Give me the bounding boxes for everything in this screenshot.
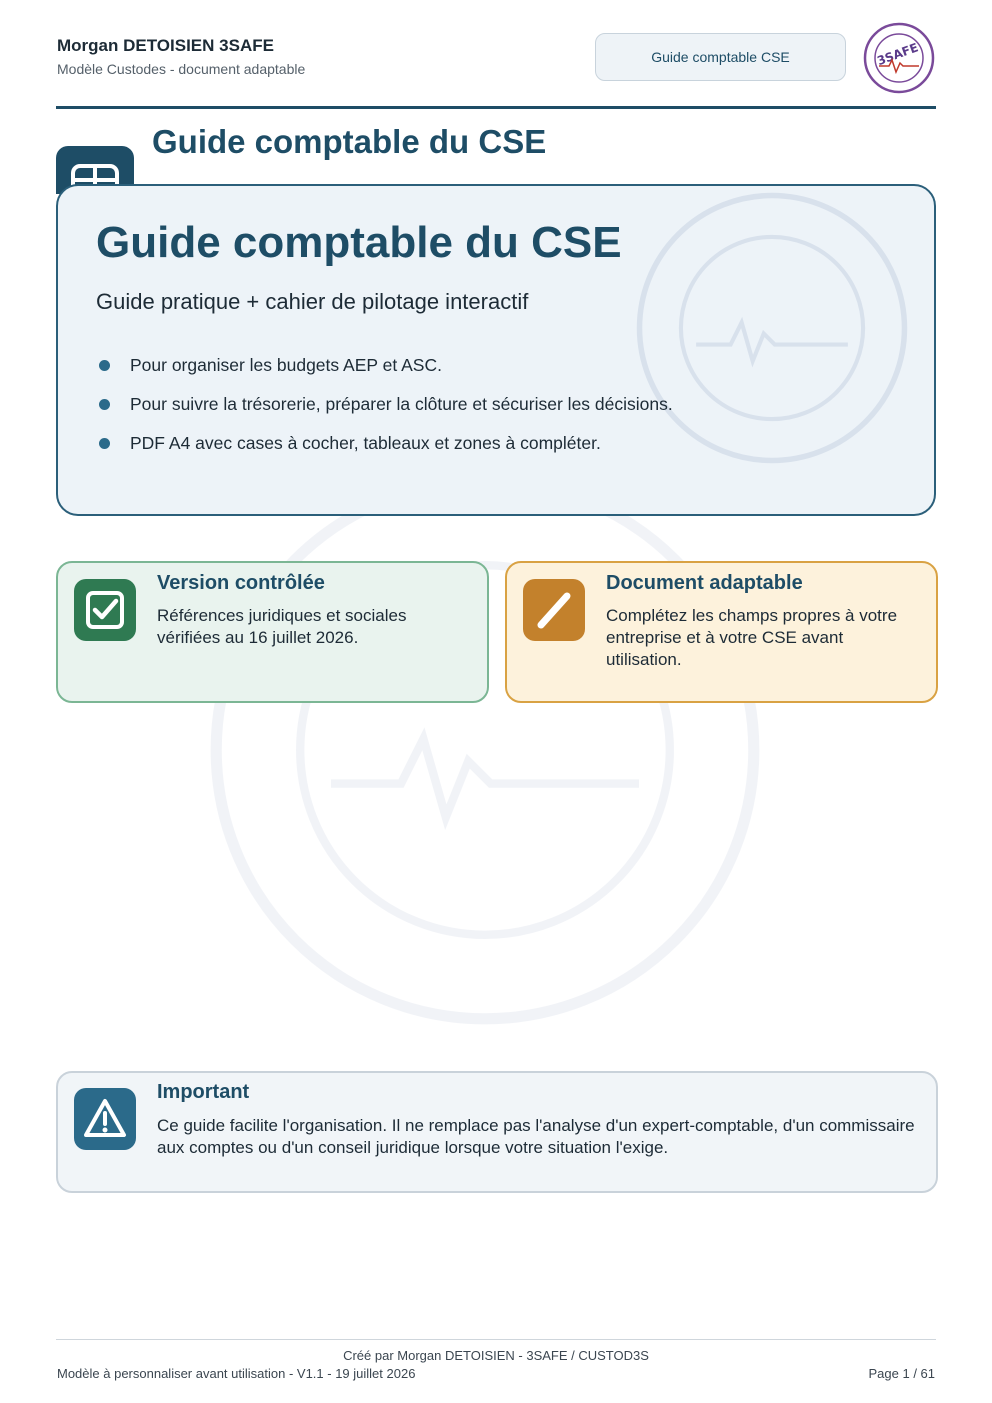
header-author: Morgan DETOISIEN 3SAFE bbox=[57, 36, 274, 55]
adaptable-card bbox=[505, 561, 938, 703]
header-subtitle: Modèle Custodes - document adaptable bbox=[57, 61, 306, 77]
header-badge: Guide comptable CSE bbox=[595, 33, 846, 81]
watermark-seal-icon bbox=[205, 470, 765, 1030]
hero-bullet: Pour organiser les budgets AEP et ASC. bbox=[96, 346, 673, 385]
hero-panel bbox=[56, 184, 936, 516]
hero-bullet: PDF A4 avec cases à cocher, tableaux et zones à compléter. bbox=[96, 424, 673, 463]
card-icon-box bbox=[523, 579, 585, 641]
card-title: Document adaptable bbox=[606, 572, 803, 594]
hero-title: Guide comptable du CSE bbox=[96, 218, 622, 267]
footer-version: Modèle à personnaliser avant utilisation - V1.1 - 19 juillet 2026 bbox=[57, 1366, 416, 1381]
3safe-seal-logo-icon bbox=[863, 22, 935, 94]
checkbox-icon bbox=[74, 579, 136, 641]
notice-icon-box bbox=[74, 1088, 136, 1150]
card-text: Références juridiques et sociales vérifiées au 16 juillet 2026. bbox=[157, 606, 407, 647]
hero-bullet-list bbox=[96, 346, 673, 463]
hero-subtitle: Guide pratique + cahier de pilotage interactif bbox=[96, 289, 529, 314]
hero-bullet: Pour suivre la trésorerie, préparer la clôture et sécuriser les décisions. bbox=[96, 385, 673, 424]
card-text: Complétez les champs propres à votre entreprise et à votre CSE avant utilisation. bbox=[606, 606, 898, 669]
warning-icon bbox=[74, 1088, 136, 1150]
svg-text:3SAFE: 3SAFE bbox=[875, 40, 921, 69]
footer-credit: Créé par Morgan DETOISIEN - 3SAFE / CUSTOD3S bbox=[343, 1348, 649, 1363]
header-divider bbox=[56, 106, 936, 109]
footer-divider bbox=[56, 1339, 936, 1340]
notice-title: Important bbox=[157, 1081, 250, 1103]
important-notice bbox=[56, 1071, 938, 1193]
card-icon-box bbox=[74, 579, 136, 641]
version-card bbox=[56, 561, 489, 703]
notice-text: Ce guide facilite l'organisation. Il ne remplace pas l'analyse d'un expert-comptable, d'un commissaire aux comptes ou d'un conseil juridique lorsque votre situation l'exige. bbox=[157, 1116, 915, 1157]
pencil-icon bbox=[523, 579, 585, 641]
page-title: Guide comptable du CSE bbox=[152, 123, 547, 160]
card-title: Version contrôlée bbox=[157, 572, 325, 594]
hero-watermark-icon bbox=[634, 190, 910, 466]
footer-page-number: Page 1 / 61 bbox=[868, 1366, 935, 1381]
